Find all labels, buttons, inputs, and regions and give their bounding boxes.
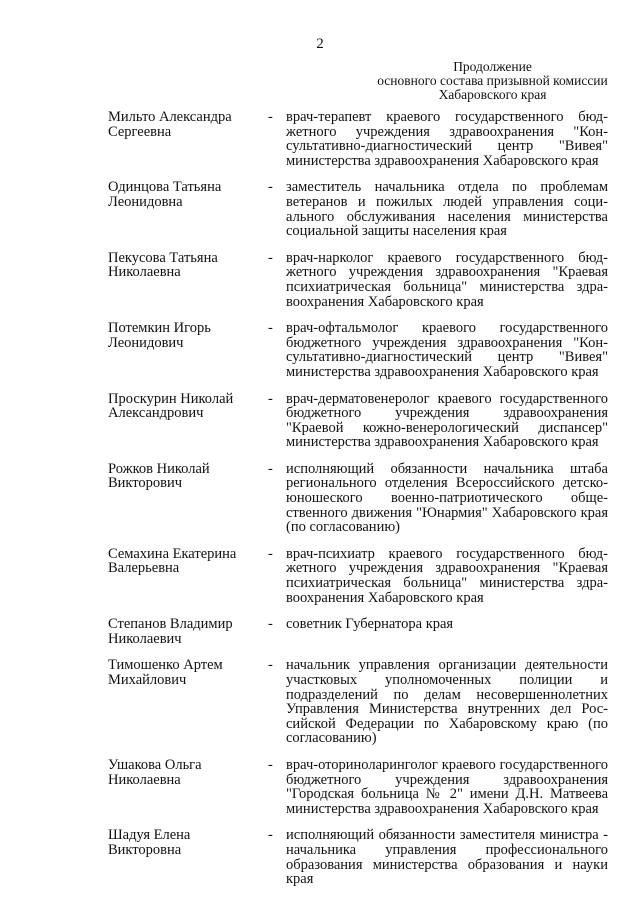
member-entry xyxy=(108,547,608,605)
member-entry xyxy=(108,392,608,450)
member-name xyxy=(108,658,268,746)
member-patronymic: Сергеевна xyxy=(108,123,172,140)
member-entry xyxy=(108,828,608,886)
member-patronymic: Николаевич xyxy=(108,630,182,647)
dash-separator: - xyxy=(268,756,273,773)
dash-separator: - xyxy=(268,657,273,674)
member-entry xyxy=(108,180,608,238)
member-patronymic: Викторовна xyxy=(108,841,182,858)
member-position: врач-дерматовенеролог краевого государственного бюджетного учреждения здравоохранения "Краевой кожно-венерологический диспансер" министерства здравоохранения Хабаровского края xyxy=(286,390,608,451)
member-position: исполняющий обязанности заместителя министра - начальника управления профессионального образования министерства образования и науки края xyxy=(286,827,608,888)
member-name xyxy=(108,110,268,168)
member-position: начальник управления организации деятельности участковых уполномоченных полиции и подразделений по делам несовершеннолетних Управления Министерства внутренних дел Российской Федерации по Хабаровскому краю (по согласованию) xyxy=(286,657,608,747)
dash-separator: - xyxy=(268,179,273,196)
member-name xyxy=(108,392,268,450)
member-entry xyxy=(108,251,608,309)
member-surname-name: Ушакова Ольга xyxy=(108,756,202,773)
member-patronymic: Михайлович xyxy=(108,672,187,688)
member-name xyxy=(108,180,268,238)
dash-separator: - xyxy=(268,109,273,125)
member-entry xyxy=(108,658,608,746)
header-line-commission: основного состава призывной комиссии xyxy=(377,73,608,88)
member-name xyxy=(108,828,268,886)
member-surname-name: Проскурин Николай xyxy=(108,390,234,407)
member-position: советник Губернатора края xyxy=(286,616,454,633)
member-patronymic: Валерьевна xyxy=(108,560,180,577)
member-position: исполняющий обязанности начальника штаба регионального отделения Всероссийского детско-юношеского военно-патриотического общественного движения "Юнармия" Хабаровского края (по согласованию) xyxy=(286,460,608,536)
member-position: заместитель начальника отдела по проблемам ветеранов и пожилых людей управления социального обслуживания населения министерства социальной защиты населения края xyxy=(286,179,608,240)
member-entry xyxy=(108,462,608,535)
member-surname-name: Степанов Владимир xyxy=(108,616,233,633)
member-surname-name: Шадуя Елена xyxy=(108,827,191,844)
member-patronymic: Александрович xyxy=(108,405,204,422)
member-position: врач-офтальмолог краевого государственного бюджетного учреждения здравоохранения "Консультативно-диагностический центр "Вивея" министерства здравоохранения Хабаровского края xyxy=(286,320,608,380)
member-entry xyxy=(108,758,608,816)
dash-separator: - xyxy=(268,460,273,477)
member-surname-name: Потемкин Игорь xyxy=(108,320,211,337)
header-line-region: Хабаровского края xyxy=(438,87,547,102)
member-name xyxy=(108,758,268,816)
member-patronymic: Николаевна xyxy=(108,264,181,281)
continuation-header xyxy=(370,60,615,102)
member-entry xyxy=(108,321,608,379)
member-name xyxy=(108,321,268,379)
member-surname-name: Одинцова Татьяна xyxy=(108,179,222,196)
member-name xyxy=(108,617,268,646)
member-name xyxy=(108,251,268,309)
member-surname-name: Рожков Николай xyxy=(108,460,210,477)
dash-separator: - xyxy=(268,320,273,337)
member-position: врач-психиатр краевого государственного бюджетного учреждения здравоохранения "Краевая психиатрическая больница" министерства здравоохранения Хабаровского края xyxy=(286,545,608,606)
page-number: 2 xyxy=(316,36,324,52)
member-surname-name: Мильто Александра xyxy=(108,109,232,125)
member-position: врач-оториноларинголог краевого государственного бюджетного учреждения здравоохранения "Городская больница № 2" имени Д.Н. Матвеева министерства здравоохранения Хабаровского края xyxy=(286,756,608,817)
dash-separator: - xyxy=(268,249,273,266)
member-surname-name: Тимошенко Артем xyxy=(108,657,223,674)
member-surname-name: Семахина Екатерина xyxy=(108,545,237,562)
header-line-continuation: Продолжение xyxy=(453,59,532,74)
dash-separator: - xyxy=(268,616,273,633)
member-name xyxy=(108,462,268,535)
member-surname-name: Пекусова Татьяна xyxy=(108,249,218,266)
member-name xyxy=(108,547,268,605)
member-position: врач-нарколог краевого государственного бюджетного учреждения здравоохранения "Краевая психиатрическая больница" министерства здравоохранения Хабаровского края xyxy=(286,249,608,310)
member-position: врач-терапевт краевого государственного бюджетного учреждения здравоохранения "Консультативно-диагностический центр "Вивея" министерства здравоохранения Хабаровского края xyxy=(286,109,608,169)
member-entry xyxy=(108,110,608,168)
member-patronymic: Леонидович xyxy=(108,334,184,351)
member-patronymic: Викторович xyxy=(108,475,183,492)
member-patronymic: Николаевна xyxy=(108,771,181,788)
member-list xyxy=(108,110,608,899)
dash-separator: - xyxy=(268,827,273,844)
member-entry xyxy=(108,617,608,646)
dash-separator: - xyxy=(268,390,273,407)
dash-separator: - xyxy=(268,545,273,562)
member-patronymic: Леонидовна xyxy=(108,193,183,210)
